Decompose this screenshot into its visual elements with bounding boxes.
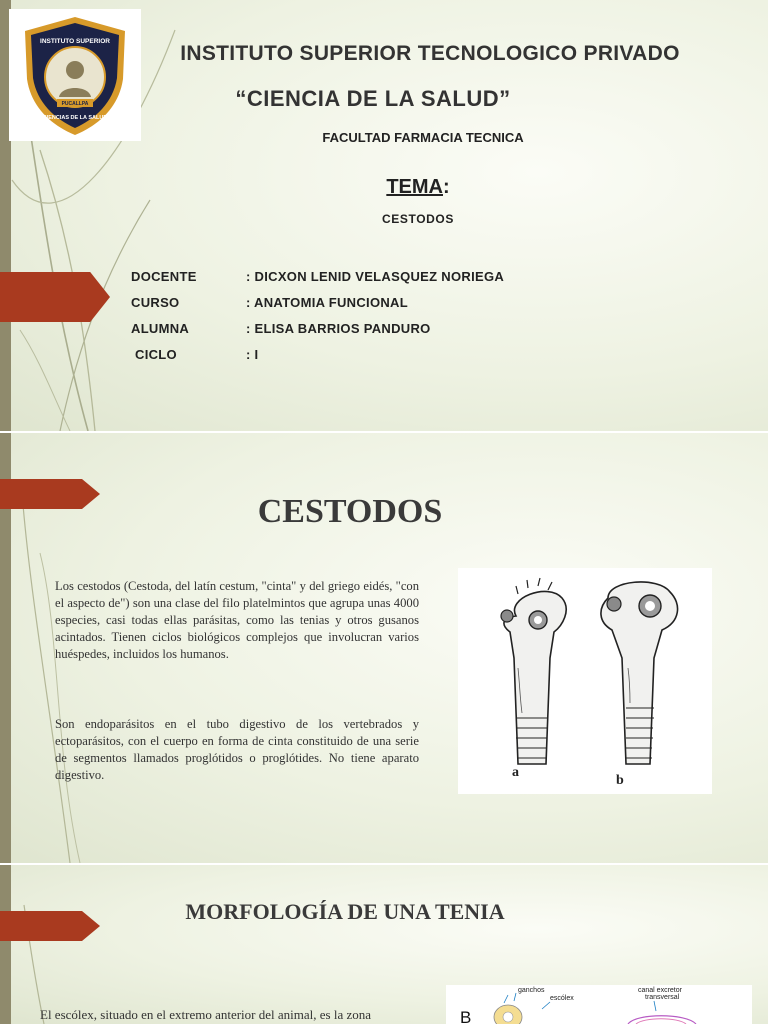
topic-title: CESTODOS: [382, 212, 454, 226]
logo-ring-bottom-text: CIENCIAS DE LA SALUD: [42, 115, 108, 121]
paragraph-description: Son endoparásitos en el tubo digestivo de los vertebrados y ectoparásitos, con el cuerpo en forma de cinta constituido de una serie de segmentos llamados proglótidos o proglótides. No tiene aparato digestivo.: [55, 717, 419, 782]
logo-banner-text: PUCALLPA: [61, 101, 89, 107]
tema-colon: :: [443, 176, 450, 198]
tema-label: TEMA: [386, 176, 443, 198]
red-ribbon: [0, 272, 110, 322]
institute-name: INSTITUTO SUPERIOR TECNOLOGICO PRIVADO: [180, 42, 680, 65]
slide-morphology: [0, 865, 768, 1024]
tema-heading: [330, 176, 506, 199]
slide-title: [0, 0, 768, 431]
red-ribbon: [0, 479, 100, 509]
tapeworm-diagram: [446, 985, 752, 1024]
institute-logo: [9, 9, 141, 141]
scolex-illustration: [458, 568, 712, 794]
institute-subtitle: “CIENCIA DE LA SALUD”: [235, 86, 511, 111]
left-accent-bar: [0, 865, 11, 1024]
info-value-docente: : DICXON LENID VELASQUEZ NORIEGA: [246, 269, 505, 284]
info-value-curso: : ANATOMIA FUNCIONAL: [246, 295, 408, 310]
figure-label-b: b: [616, 773, 624, 788]
diagram-label-hooks: ganchos: [518, 987, 545, 994]
red-ribbon: [0, 911, 100, 941]
slide-cestodos: [0, 433, 768, 863]
figure-label-a: a: [512, 765, 519, 780]
slide-heading: CESTODOS: [257, 493, 443, 530]
info-value-ciclo: : I: [246, 347, 259, 362]
info-label-ciclo: CICLO: [135, 347, 177, 362]
info-label-curso: CURSO: [131, 295, 180, 310]
logo-ring-top-text: INSTITUTO SUPERIOR: [40, 38, 110, 45]
paragraph-scolex: El escólex, situado en el extremo anterior del animal, es la zona: [40, 1007, 372, 1022]
slide-heading: MORFOLOGÍA DE UNA TENIA: [185, 899, 505, 924]
info-label-docente: DOCENTE: [131, 269, 197, 284]
faculty-name: FACULTAD FARMACIA TECNICA: [322, 130, 524, 145]
diagram-label-scolex: escólex: [550, 995, 574, 1002]
diagram-label-canal-line1: canal excretor: [638, 987, 682, 994]
info-label-alumna: ALUMNA: [131, 321, 190, 336]
diagram-panel-letter: B: [460, 1008, 472, 1024]
diagram-label-canal-line2: transversal: [645, 994, 680, 1001]
info-value-alumna: : ELISA BARRIOS PANDURO: [246, 321, 431, 336]
paragraph-definition: Los cestodos (Cestoda, del latín cestum, "cinta" y del griego eidés, "con el aspecto de") son una clase del filo platelmintos que agrupa unas 4000 especies, casi todas ellas parásitas, como las tenias y otros gusanos acintados. Tienen ciclos biológicos complejos que involucran varios huéspedes, incluidos los humanos.: [55, 579, 419, 661]
